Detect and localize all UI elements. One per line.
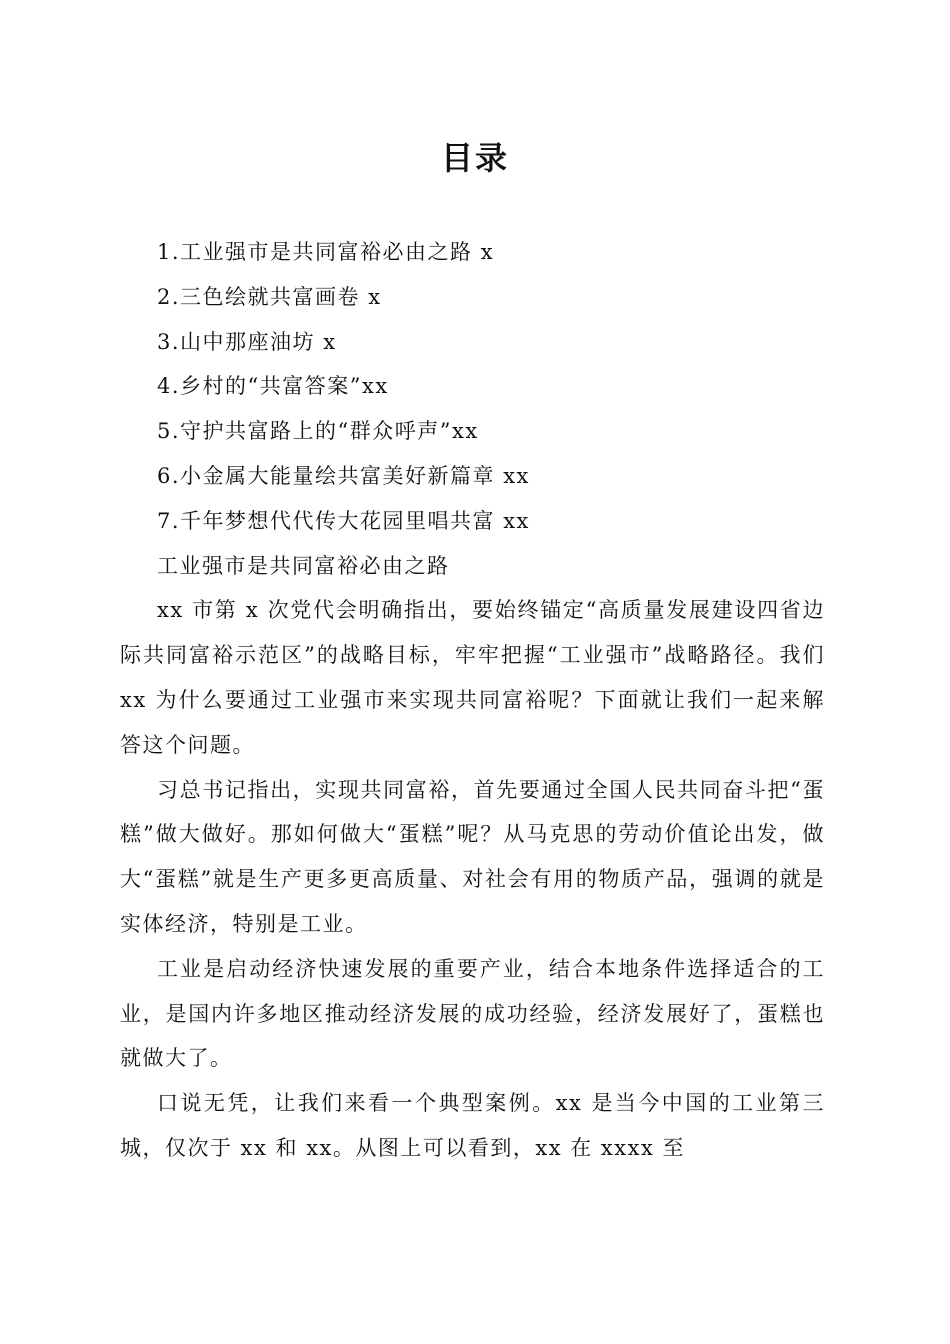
- toc-item-7: 7.千年梦想代代传大花园里唱共富 xx: [157, 508, 530, 533]
- document-body: [120, 230, 825, 1171]
- section-heading: 工业强市是共同富裕必由之路: [157, 553, 450, 578]
- body-paragraph-2: 习总书记指出，实现共同富裕，首先要通过全国人民共同奋斗把“蛋糕”做大做好。那如何做大“蛋糕”呢？从马克思的劳动价值论出发，做大“蛋糕”就是生产更多更高质量、对社会有用的物质产品，强调的就是实体经济，特别是工业。: [120, 777, 825, 936]
- toc-item-3: 3.山中那座油坊 x: [157, 329, 337, 354]
- table-of-contents: [120, 230, 825, 544]
- toc-item-2: 2.三色绘就共富画卷 x: [157, 284, 382, 309]
- body-paragraph-4: 口说无凭，让我们来看一个典型案例。xx 是当今中国的工业第三城，仅次于 xx 和 xx。从图上可以看到，xx 在 xxxx 至: [120, 1091, 825, 1160]
- toc-item-5: 5.守护共富路上的“群众呼声”xx: [157, 419, 479, 444]
- toc-item-4: 4.乡村的“共富答案”xx: [157, 374, 389, 399]
- body-paragraph-3: 工业是启动经济快速发展的重要产业，结合本地条件选择适合的工业，是国内许多地区推动经济发展的成功经验，经济发展好了，蛋糕也就做大了。: [120, 956, 825, 1071]
- page-title: 目录: [440, 139, 509, 177]
- body-paragraph-1: xx 市第 x 次党代会明确指出，要始终锚定“高质量发展建设四省边际共同富裕示范区”的战略目标，牢牢把握“工业强市”战略路径。我们 xx 为什么要通过工业强市来实现共同富裕呢？下面就让我们一起来解答这个问题。: [120, 598, 825, 757]
- toc-item-6: 6.小金属大能量绘共富美好新篇章 xx: [157, 463, 530, 488]
- toc-item-1: 1.工业强市是共同富裕必由之路 x: [157, 240, 495, 264]
